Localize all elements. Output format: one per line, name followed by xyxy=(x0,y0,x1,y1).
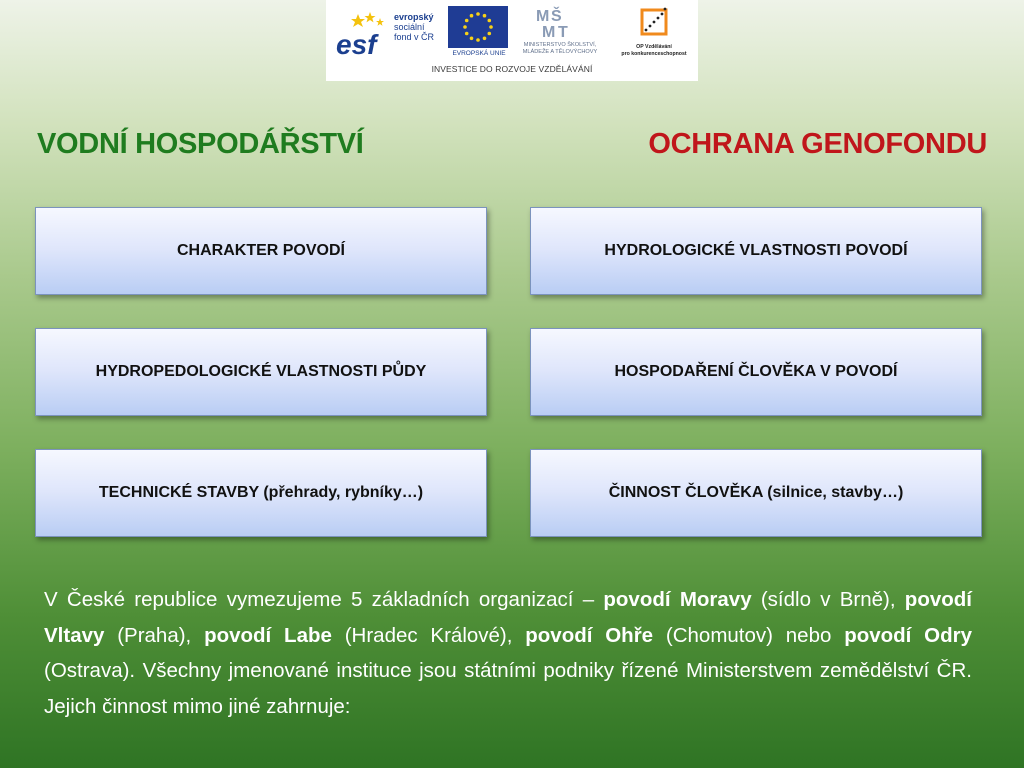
topic-box-human-activity xyxy=(530,449,982,537)
opvk-text xyxy=(614,44,694,57)
topic-box-label: HOSPODAŘENÍ ČLOVĚKA V POVODÍ xyxy=(614,363,898,380)
topic-box-label: ČINNOST ČLOVĚKA (silnice, stavby…) xyxy=(608,484,904,501)
paragraph-text: V České republice vymezujeme 5 základních organizací – xyxy=(44,588,604,611)
logo-row xyxy=(326,4,698,62)
heading-water-management: VODNÍ HOSPODÁŘSTVÍ xyxy=(37,128,364,160)
esf-logo-icon xyxy=(336,10,390,58)
msmt-line-2: MLÁDEŽE A TĚLOVÝCHOVY xyxy=(522,49,598,55)
msmt-text xyxy=(512,42,608,56)
paragraph-text: (Ostrava). Všechny jmenované instituce jsou státními podniky řízené Ministerstvem zemědělství ČR. Jejich činnost mimo jiné zahrnuje: xyxy=(44,659,972,718)
paragraph-bold-odra: povodí Odry xyxy=(844,623,973,647)
topic-box-hydrological-properties xyxy=(530,207,982,295)
opvk-logo-icon xyxy=(636,6,672,40)
logo-banner xyxy=(326,0,698,81)
eu-logo xyxy=(448,6,510,60)
paragraph-text: (sídlo v Brně), xyxy=(751,588,905,611)
paragraph-text: (Chomutov) nebo xyxy=(653,623,845,647)
esf-line-1: evropský xyxy=(394,12,434,22)
svg-text:T: T xyxy=(558,24,568,40)
topic-box-label: HYDROPEDOLOGICKÉ VLASTNOSTI PŮDY xyxy=(95,363,427,380)
esf-logo xyxy=(336,6,446,60)
msmt-logo xyxy=(512,6,608,60)
opvk-line-2: pro konkurenceschopnost xyxy=(621,50,687,57)
topic-box-human-management xyxy=(530,328,982,416)
paragraph-bold-labe: povodí Labe xyxy=(204,623,332,647)
msmt-logo-icon xyxy=(536,6,580,40)
esf-text xyxy=(394,12,434,42)
banner-tagline: INVESTICE DO ROZVOJE VZDĚLÁVÁNÍ xyxy=(431,64,593,74)
svg-text:M: M xyxy=(542,24,556,40)
heading-gene-pool-protection: OCHRANA GENOFONDU xyxy=(648,128,987,160)
esf-line-2: sociální xyxy=(394,22,425,32)
svg-text:Š: Š xyxy=(551,8,562,25)
paragraph-bold-ohre: povodí Ohře xyxy=(525,623,654,647)
topic-box-hydropedological-properties xyxy=(35,328,487,416)
topic-box-label: TECHNICKÉ STAVBY (přehrady, rybníky…) xyxy=(98,484,424,501)
paragraph-bold-morava: povodí Moravy xyxy=(603,588,752,611)
opvk-line-1: OP Vzdělávání xyxy=(636,44,672,50)
esf-line-3: fond v ČR xyxy=(394,32,435,42)
paragraph-bold-vltava: povodí Vltavy xyxy=(44,588,972,647)
topic-box-technical-structures xyxy=(35,449,487,537)
paragraph-text: (Praha), xyxy=(104,623,205,647)
eu-label: EVROPSKÁ UNIE xyxy=(452,50,506,57)
topic-box-basin-character xyxy=(35,207,487,295)
topic-box-label: CHARAKTER POVODÍ xyxy=(176,242,345,259)
msmt-line-1: MINISTERSTVO ŠKOLSTVÍ, xyxy=(523,42,597,48)
svg-text:M: M xyxy=(536,8,550,25)
svg-text:esf: esf xyxy=(336,29,377,58)
paragraph-text: (Hradec Králové), xyxy=(331,623,526,647)
topic-box-label: HYDROLOGICKÉ VLASTNOSTI POVODÍ xyxy=(604,242,908,259)
opvk-logo xyxy=(614,6,694,60)
body-paragraph xyxy=(44,582,972,724)
eu-flag-icon xyxy=(448,6,508,48)
